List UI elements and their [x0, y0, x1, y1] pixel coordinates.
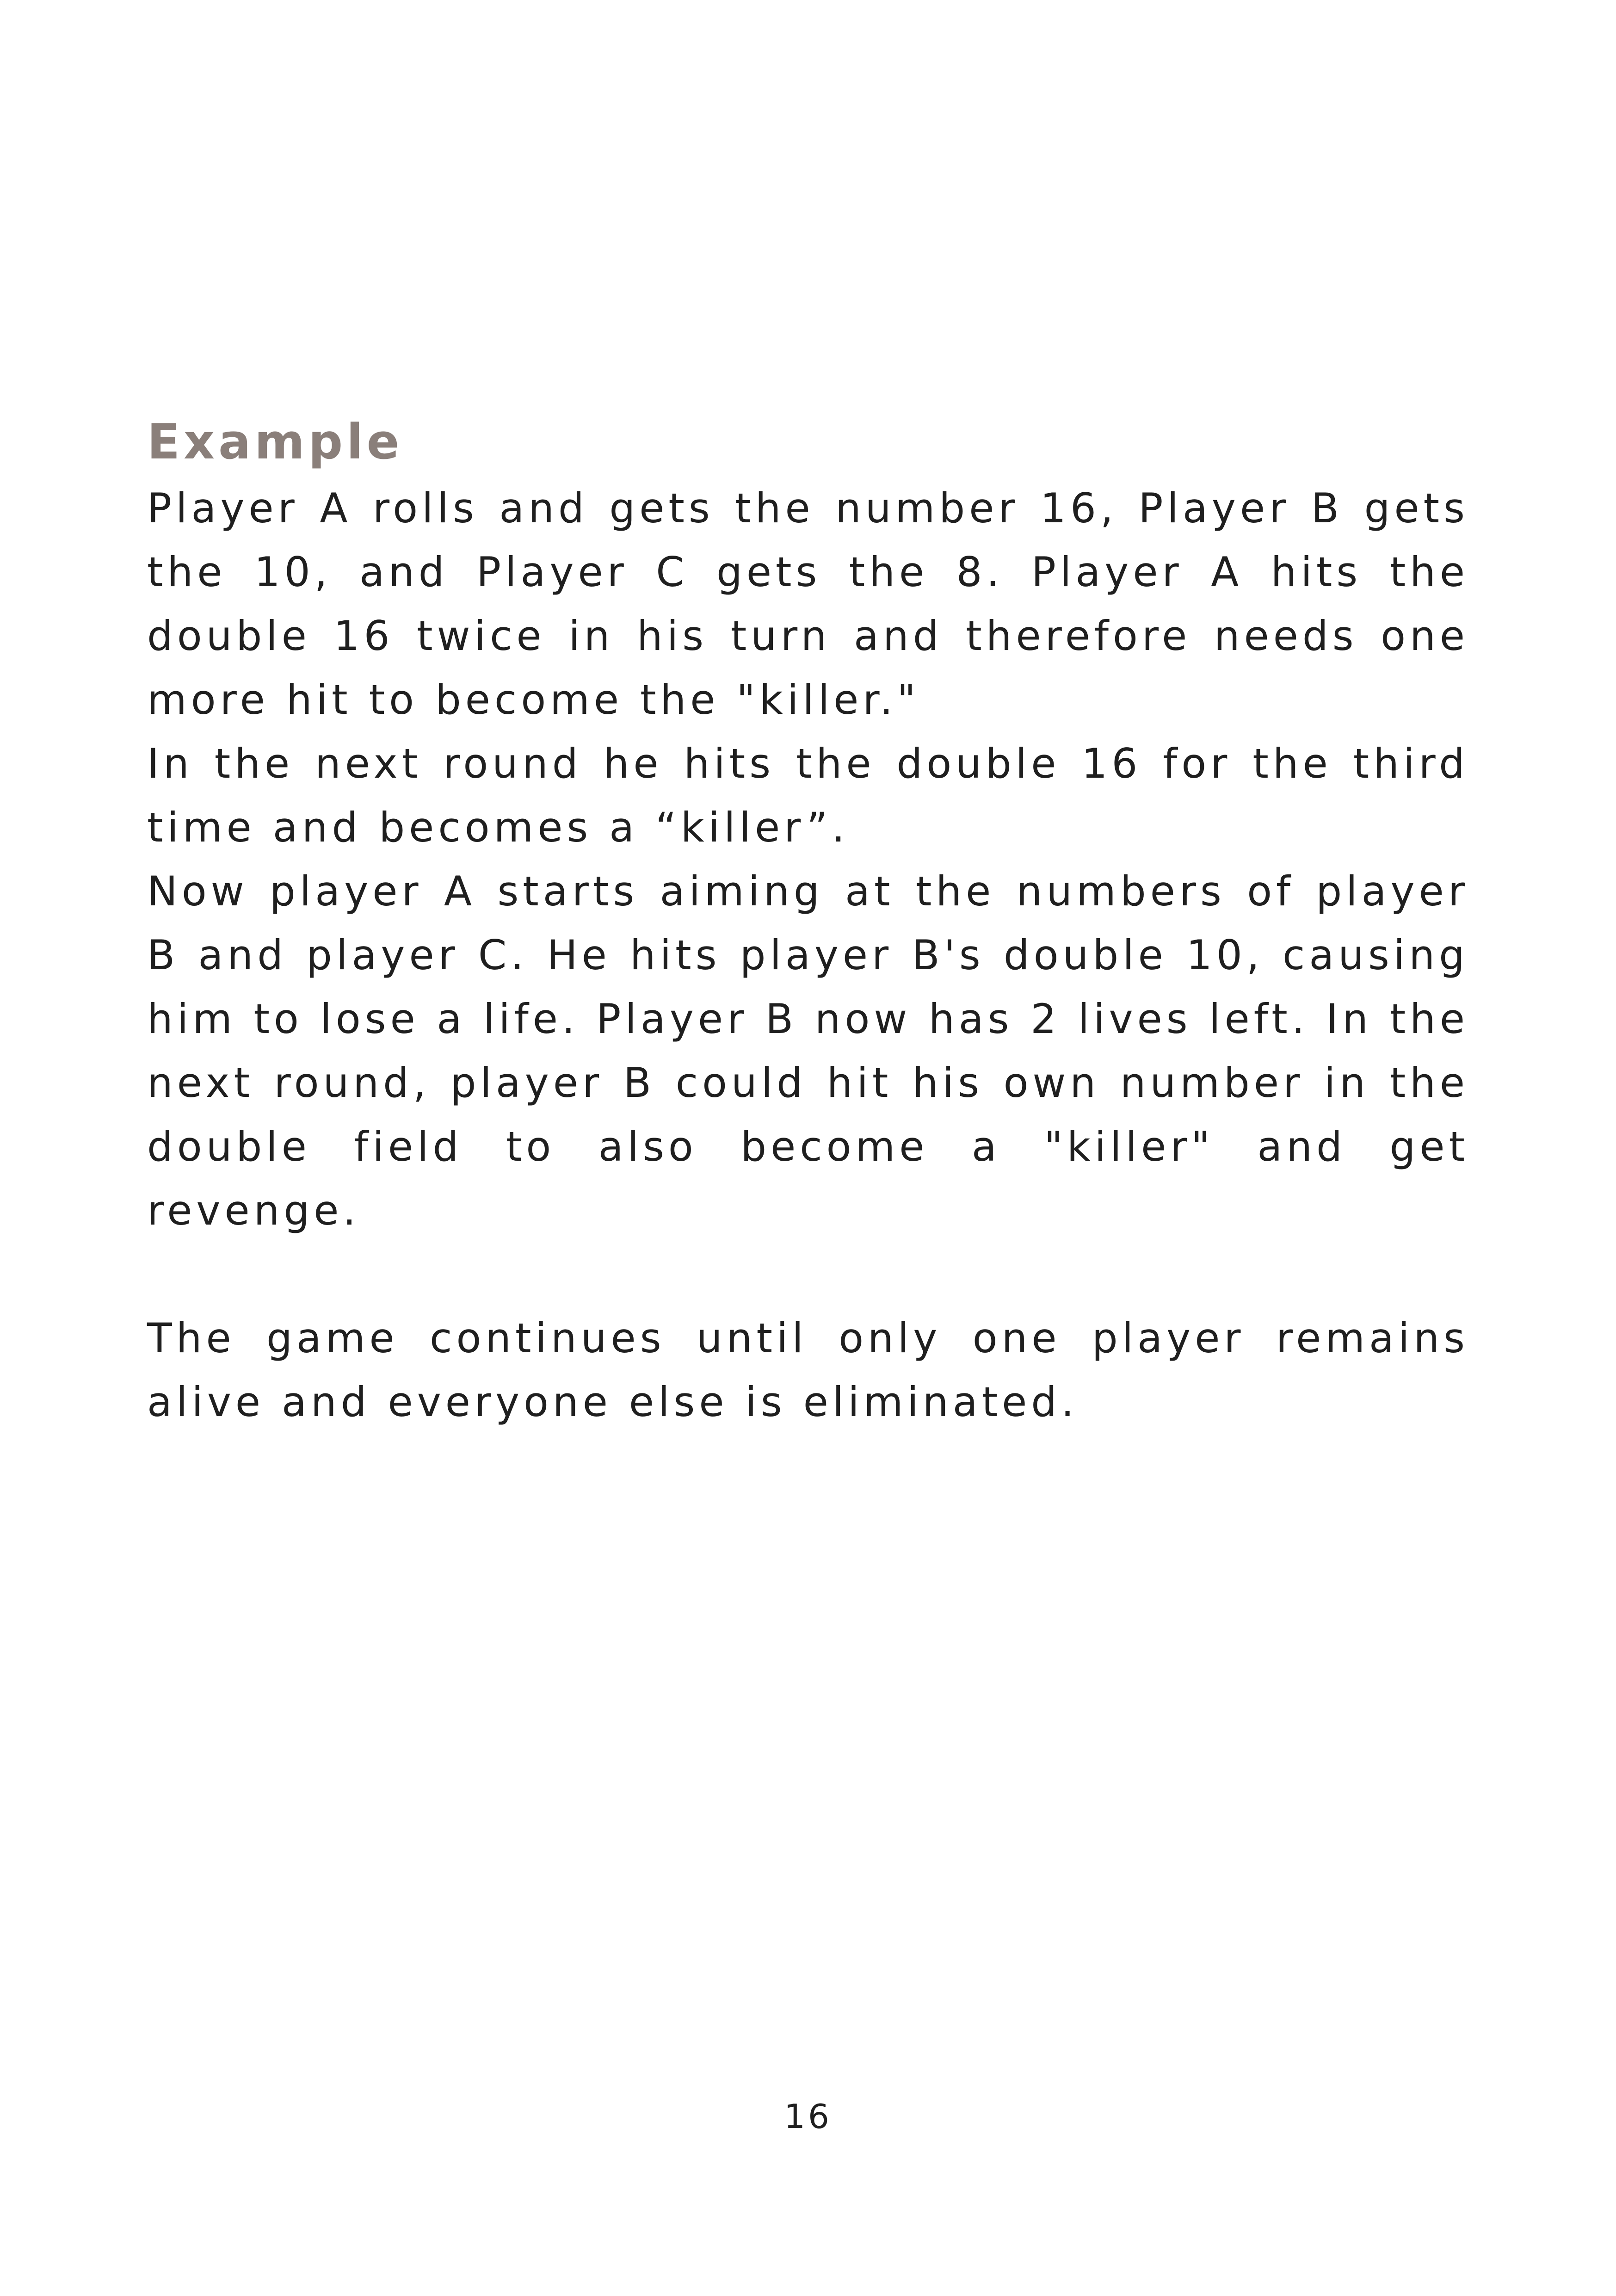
paragraph-example-rolls: Player A rolls and gets the number 16, Player B gets the 10, and Player C gets the 8. Player A hits the double 16 twice in his turn and therefore needs one more hit to become the "killer." — [147, 484, 1469, 724]
paragraph-game-end: The game continues until only one player remains alive and everyone else is eliminated. — [147, 1314, 1469, 1426]
section-heading: Example — [147, 414, 403, 470]
paragraph-aiming-others: Now player A starts aiming at the numbers of player B and player C. He hits player B's double 10, causing him to lose a life. Player B now has 2 lives left. In the next round, player B could hit his own number in the double field to also become a "killer" and get revenge. — [147, 867, 1469, 1234]
page-number: 16 — [784, 2097, 832, 2136]
page-content — [147, 407, 1469, 1434]
paragraph-becomes-killer: In the next round he hits the double 16 for the third time and becomes a “killer”. — [147, 740, 1469, 851]
paragraph-spacer — [147, 1243, 1469, 1306]
